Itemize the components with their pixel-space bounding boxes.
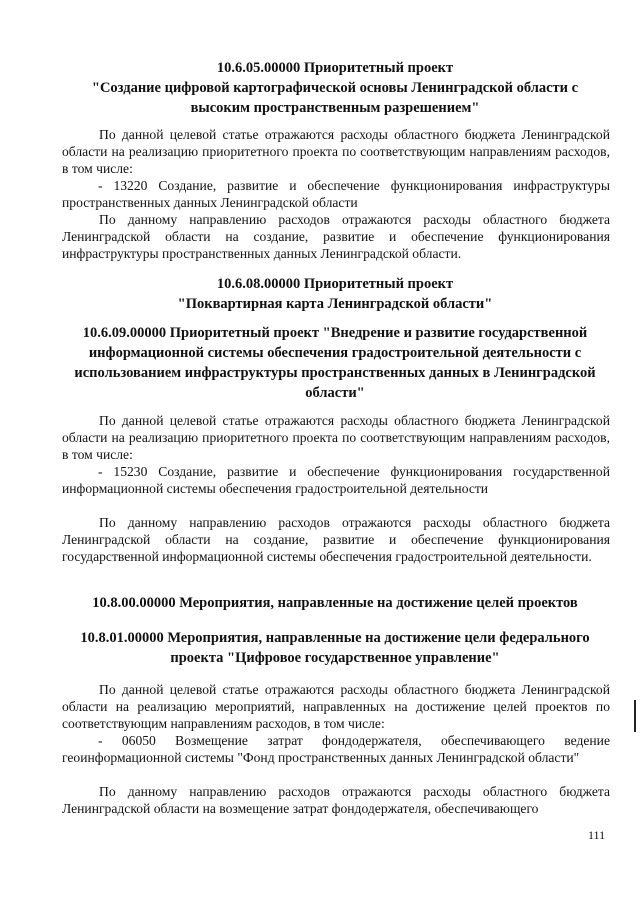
paragraph: По данному направлению расходов отражаются расходы областного бюджета Ленинградской области на возмещение затрат фондодержателя, обеспечивающего [62, 784, 610, 816]
list-item-06050: - 06050 Возмещение затрат фондодержателя, обеспечивающего ведение геоинформационной системы "Фонд пространственных данных Ленинградской области" [62, 733, 610, 765]
heading-line: проекта "Цифровое государственное управление" [170, 650, 500, 666]
paragraph: По данному направлению расходов отражаются расходы областного бюджета Ленинградской области на создание, развитие и обеспечение функционирования государственной информационной системы обеспечения градостроительной деятельности. [62, 515, 610, 564]
heading-line: использованием инфраструктуры пространственных данных в Ленинградской [74, 365, 596, 381]
paragraph: По данному направлению расходов отражаются расходы областного бюджета Ленинградской области на создание, развитие и обеспечение функционирования инфраструктуры пространственных данных Ленинградской области. [62, 212, 610, 261]
heading-line: 10.6.08.00000 Приоритетный проект [216, 276, 454, 292]
section-heading-10-6-05 [50, 58, 620, 118]
paragraph: По данной целевой статье отражаются расходы областного бюджета Ленинградской области на реализацию приоритетного проекта по соответствующим направлениям расходов, в том числе: [62, 413, 610, 462]
paragraph: По данной целевой статье отражаются расходы областного бюджета Ленинградской области на реализацию приоритетного проекта по соответствующим направлениям расходов, в том числе: [62, 127, 610, 176]
heading-line: высоким пространственным разрешением" [190, 100, 480, 116]
list-item-13220: - 13220 Создание, развитие и обеспечение функционирования инфраструктуры пространственных данных Ленинградской области [62, 178, 610, 210]
margin-mark [634, 700, 636, 732]
list-item-15230: - 15230 Создание, развитие и обеспечение функционирования государственной информационной системы обеспечения градостроительной деятельности [62, 464, 610, 496]
heading-line: области" [305, 385, 365, 401]
heading-line: 10.8.00.00000 Мероприятия, направленные на достижение целей проектов [92, 595, 578, 611]
paragraph: По данной целевой статье отражаются расходы областного бюджета Ленинградской области на реализацию мероприятий, направленных на достижение целей проектов по соответствующим направлениям расходов, в том числе: [62, 682, 610, 731]
heading-line: 10.6.09.00000 Приоритетный проект "Внедрение и развитие государственной [82, 325, 588, 341]
section-heading-10-6-09 [50, 323, 620, 403]
page-number: 111 [588, 828, 606, 842]
heading-line: информационной системы обеспечения градостроительной деятельности с [88, 345, 582, 361]
heading-line: "Создание цифровой картографической основы Ленинградской области с [91, 80, 579, 96]
heading-line: 10.6.05.00000 Приоритетный проект [216, 60, 454, 76]
heading-line: 10.8.01.00000 Мероприятия, направленные на достижение цели федерального [80, 630, 590, 646]
section-heading-10-6-08 [50, 274, 620, 314]
heading-line: "Поквартирная карта Ленинградской области" [177, 296, 493, 312]
section-heading-10-8-01 [50, 628, 620, 668]
section-heading-10-8-00 [50, 593, 620, 613]
